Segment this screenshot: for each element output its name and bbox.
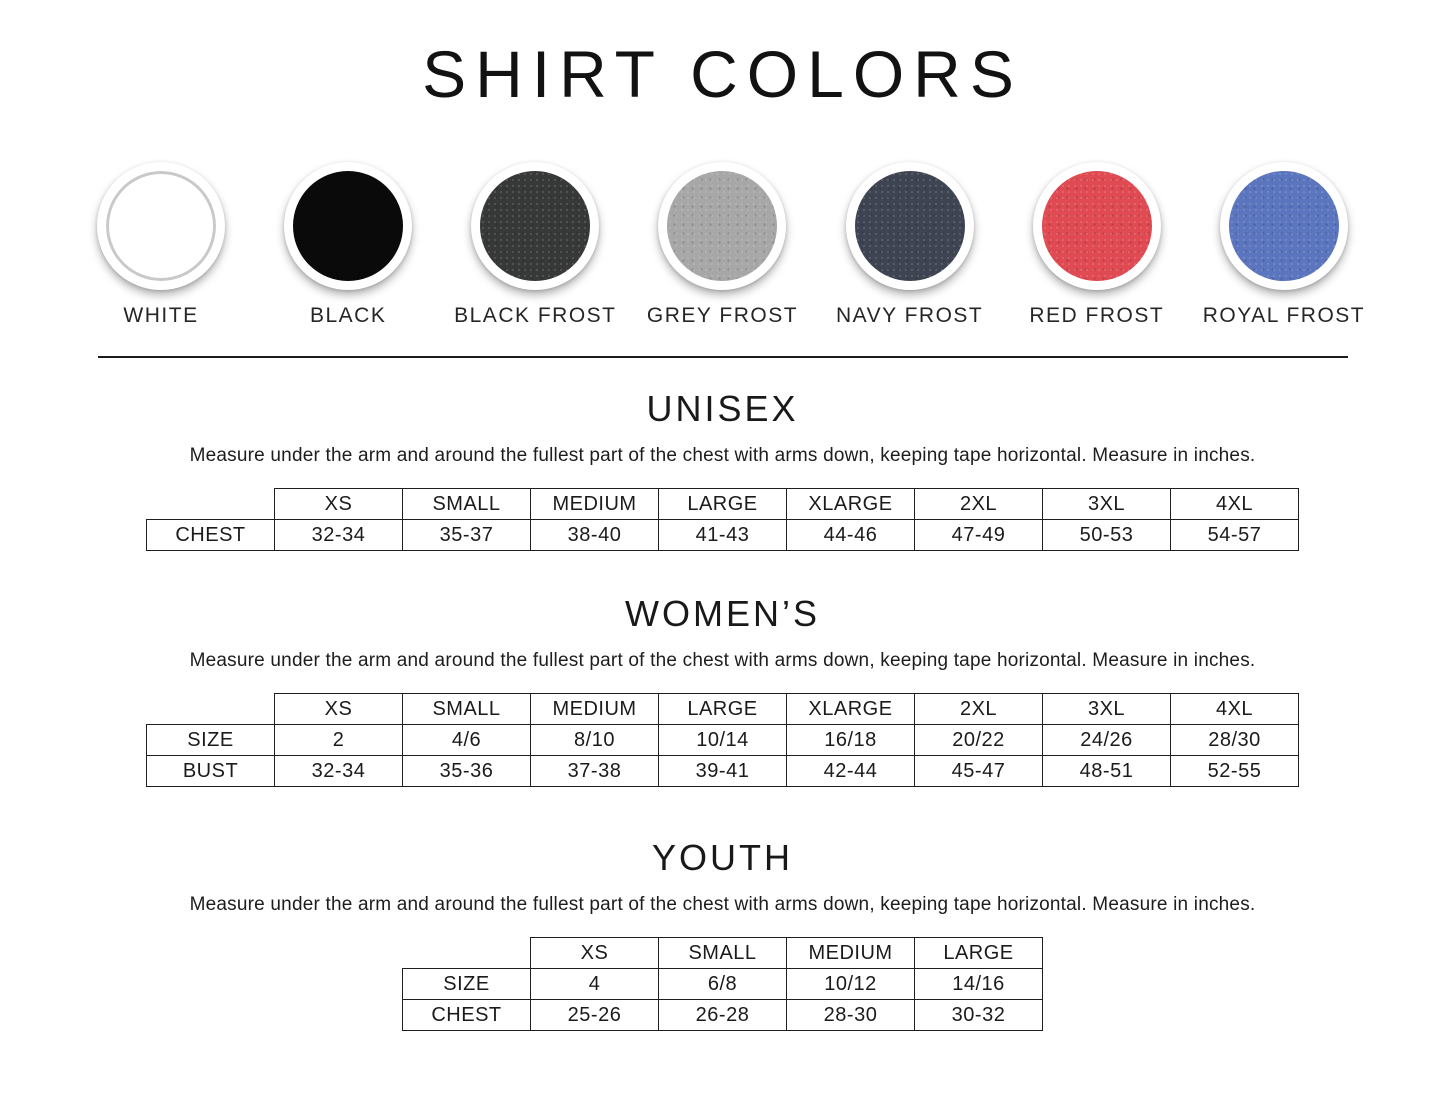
womens-size-value-cell: 32-34	[275, 756, 403, 787]
womens-size-value-cell: 16/18	[787, 725, 915, 756]
color-swatch-grey-frost	[646, 162, 799, 328]
womens-size-value-cell: 37-38	[531, 756, 659, 787]
unisex-size-column-header: MEDIUM	[531, 489, 659, 520]
color-swatch-black-frost	[454, 162, 617, 328]
womens-size-column-header: XLARGE	[787, 694, 915, 725]
womens-size-column-header: XS	[275, 694, 403, 725]
unisex-size-value-cell: 35-37	[403, 520, 531, 551]
youth-table-row	[403, 1000, 1043, 1031]
color-swatch-royal-frost	[1202, 162, 1366, 328]
unisex-size-column-header: XLARGE	[787, 489, 915, 520]
color-swatch-black	[275, 162, 421, 328]
royal-frost-color-label: ROYAL FROST	[1202, 304, 1366, 327]
black-frost-color-circle	[471, 162, 599, 290]
youth-corner-cell	[403, 938, 531, 969]
youth-size-column-header: XS	[531, 938, 659, 969]
unisex-size-value-cell: 47-49	[915, 520, 1043, 551]
black-frost-color-label: BLACK FROST	[454, 304, 617, 327]
womens-size-value-cell: 2	[275, 725, 403, 756]
womens-table-row	[147, 756, 1299, 787]
womens-table-row	[147, 725, 1299, 756]
royal-frost-color-circle	[1220, 162, 1348, 290]
womens-size-value-cell: 35-36	[403, 756, 531, 787]
womens-size-value-cell: 4/6	[403, 725, 531, 756]
section-heading-youth: YOUTH	[652, 837, 793, 878]
youth-size-table	[402, 937, 1043, 1031]
youth-size-value-cell: 14/16	[915, 969, 1043, 1000]
womens-size-value-cell: 45-47	[915, 756, 1043, 787]
youth-size-value-cell: 4	[531, 969, 659, 1000]
womens-size-column-header: 4XL	[1171, 694, 1299, 725]
grey-frost-color-circle	[658, 162, 786, 290]
unisex-row-label: CHEST	[147, 520, 275, 551]
unisex-size-value-cell: 41-43	[659, 520, 787, 551]
measure-instructions-youth: Measure under the arm and around the fullest part of the chest with arms down, keeping tape horizontal. Measure in inches.	[189, 894, 1256, 915]
womens-size-column-header: SMALL	[403, 694, 531, 725]
youth-size-column-header: LARGE	[915, 938, 1043, 969]
youth-row-label: SIZE	[403, 969, 531, 1000]
color-swatch-navy-frost	[837, 162, 983, 328]
unisex-header-row	[147, 489, 1299, 520]
section-divider	[98, 356, 1348, 358]
womens-size-value-cell: 28/30	[1171, 725, 1299, 756]
womens-size-value-cell: 24/26	[1043, 725, 1171, 756]
unisex-size-column-header: 2XL	[915, 489, 1043, 520]
black-color-circle	[284, 162, 412, 290]
womens-size-column-header: 3XL	[1043, 694, 1171, 725]
navy-frost-color-label: NAVY FROST	[836, 304, 984, 327]
black-color-label: BLACK	[309, 304, 387, 327]
womens-size-column-header: MEDIUM	[531, 694, 659, 725]
youth-row-label: CHEST	[403, 1000, 531, 1031]
grey-frost-color-label: GREY FROST	[646, 304, 799, 327]
womens-size-value-cell: 42-44	[787, 756, 915, 787]
womens-size-column-header: 2XL	[915, 694, 1043, 725]
white-color-label: WHITE	[123, 304, 199, 327]
youth-size-value-cell: 28-30	[787, 1000, 915, 1031]
measure-instructions-unisex: Measure under the arm and around the fullest part of the chest with arms down, keeping tape horizontal. Measure in inches.	[189, 445, 1256, 466]
womens-size-column-header: LARGE	[659, 694, 787, 725]
unisex-corner-cell	[147, 489, 275, 520]
womens-size-value-cell: 48-51	[1043, 756, 1171, 787]
section-heading-unisex: UNISEX	[646, 388, 799, 429]
womens-size-value-cell: 10/14	[659, 725, 787, 756]
unisex-size-value-cell: 38-40	[531, 520, 659, 551]
womens-size-value-cell: 20/22	[915, 725, 1043, 756]
unisex-size-column-header: SMALL	[403, 489, 531, 520]
unisex-size-value-cell: 32-34	[275, 520, 403, 551]
page-title: SHIRT COLORS	[422, 37, 1023, 111]
womens-size-value-cell: 8/10	[531, 725, 659, 756]
womens-size-value-cell: 39-41	[659, 756, 787, 787]
unisex-size-value-cell: 50-53	[1043, 520, 1171, 551]
white-color-circle	[97, 162, 225, 290]
color-swatch-white	[88, 162, 234, 328]
womens-header-row	[147, 694, 1299, 725]
unisex-size-table	[146, 488, 1299, 551]
youth-size-value-cell: 6/8	[659, 969, 787, 1000]
unisex-size-column-header: XS	[275, 489, 403, 520]
unisex-table-row	[147, 520, 1299, 551]
red-frost-color-circle	[1033, 162, 1161, 290]
womens-corner-cell	[147, 694, 275, 725]
youth-table-row	[403, 969, 1043, 1000]
unisex-size-value-cell: 54-57	[1171, 520, 1299, 551]
shirt-colors-page	[0, 36, 1445, 1113]
unisex-size-value-cell: 44-46	[787, 520, 915, 551]
womens-size-value-cell: 52-55	[1171, 756, 1299, 787]
womens-row-label: SIZE	[147, 725, 275, 756]
section-heading-womens: WOMEN’S	[625, 593, 820, 634]
youth-size-value-cell: 30-32	[915, 1000, 1043, 1031]
youth-size-column-header: SMALL	[659, 938, 787, 969]
red-frost-color-label: RED FROST	[1029, 304, 1165, 327]
unisex-size-column-header: LARGE	[659, 489, 787, 520]
color-swatch-row	[0, 162, 1445, 328]
youth-size-value-cell: 25-26	[531, 1000, 659, 1031]
measure-instructions-womens: Measure under the arm and around the fullest part of the chest with arms down, keeping tape horizontal. Measure in inches.	[189, 650, 1256, 671]
unisex-size-column-header: 4XL	[1171, 489, 1299, 520]
navy-frost-color-circle	[846, 162, 974, 290]
section-unisex	[0, 388, 1445, 551]
youth-header-row	[403, 938, 1043, 969]
youth-size-value-cell: 10/12	[787, 969, 915, 1000]
unisex-size-column-header: 3XL	[1043, 489, 1171, 520]
youth-size-column-header: MEDIUM	[787, 938, 915, 969]
section-youth	[0, 837, 1445, 1031]
youth-size-value-cell: 26-28	[659, 1000, 787, 1031]
womens-size-table	[146, 693, 1299, 787]
womens-row-label: BUST	[147, 756, 275, 787]
color-swatch-red-frost	[1024, 162, 1170, 328]
section-womens	[0, 593, 1445, 787]
